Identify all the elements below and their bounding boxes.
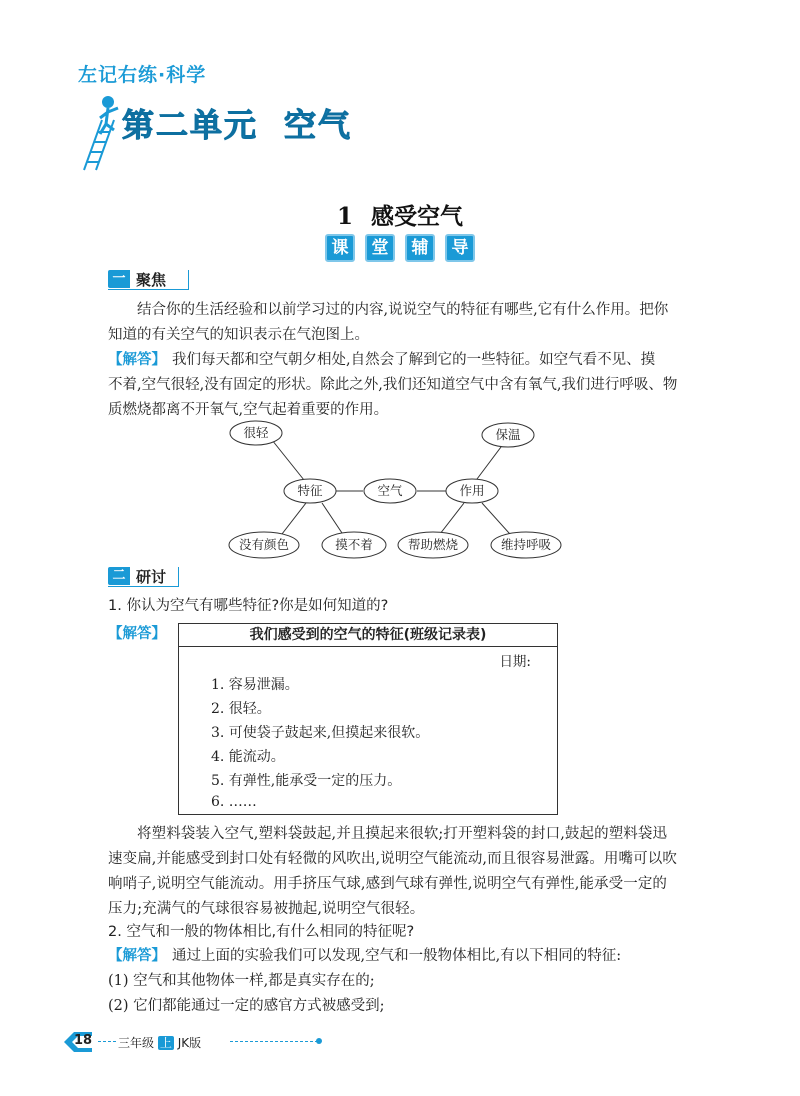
bubble-map: [220, 415, 580, 565]
question-2: 2. 空气和一般的物体相比,有什么相同的特征呢?: [108, 924, 415, 940]
bubble-text: 作用: [459, 483, 485, 498]
unit-name: 空气: [284, 106, 353, 144]
answer-2: [108, 944, 688, 1019]
brand-separator: ·: [158, 64, 167, 86]
record-table: [178, 623, 558, 815]
paragraph-line: 质燃烧都离不开氧气,空气起着重要的作用。: [108, 402, 389, 418]
section-heading-focus: [108, 270, 200, 290]
focus-question: [108, 298, 688, 348]
paragraph-line: 通过上面的实验我们可以发现,空气和一般物体相比,有以下相同的特征:: [172, 948, 622, 964]
bubble-text: 摸不着: [335, 537, 373, 552]
bubble-text: 帮助燃烧: [407, 537, 459, 552]
table-row: 2. 很轻。: [211, 701, 271, 717]
lesson-title: [0, 198, 800, 231]
answer-label: 【解答】: [108, 352, 166, 368]
paragraph-line: 响哨子,说明空气能流动。用手挤压气球,感到气球有弹性,说明空气有弹性,能承受一定的: [108, 876, 668, 892]
section-heading-discuss: [108, 567, 200, 587]
lesson-number: 1: [336, 203, 353, 230]
answer-label: 【解答】: [108, 948, 166, 964]
paragraph-line: 不着,空气很轻,没有固定的形状。除此之外,我们还知道空气中含有氧气,我们进行呼吸、物: [108, 377, 678, 393]
bubble-text: 空气: [377, 483, 403, 498]
badge-char: 堂: [365, 234, 395, 262]
brand-name: 左记右练: [78, 64, 159, 86]
bubble-text: 特征: [297, 483, 323, 498]
grade: 三年级: [118, 1036, 155, 1050]
question-1: 1. 你认为空气有哪些特征?你是如何知道的?: [108, 598, 389, 614]
focus-answer: [108, 348, 688, 423]
lesson-name: 感受空气: [371, 204, 463, 230]
paragraph-line: 速变扁,并能感受到封口处有轻微的风吹出,说明空气能流动,而且很容易泄露。用嘴可以吹: [108, 851, 677, 867]
edition: JK版: [177, 1036, 202, 1050]
brand-subject: 科学: [166, 64, 207, 86]
table-title: 我们感受到的空气的特征(班级记录表): [249, 627, 487, 643]
table-row: 6. ……: [211, 794, 257, 810]
section-number: 一: [108, 270, 130, 288]
section-number: 二: [108, 567, 130, 585]
ladder-climber-icon: [78, 90, 126, 172]
explanation: [108, 822, 688, 922]
series-brand: [78, 60, 206, 87]
paragraph-line: (2) 它们都能通过一定的感官方式被感受到;: [108, 998, 385, 1014]
page-number: 18: [74, 1033, 93, 1048]
section-label: 聚焦: [136, 271, 167, 289]
table-row: 3. 可使袋子鼓起来,但摸起来很软。: [211, 725, 430, 741]
bubble-text: 维持呼吸: [500, 537, 552, 552]
bubble-text: 没有颜色: [238, 537, 290, 552]
paragraph-line: 结合你的生活经验和以前学习过的内容,说说空气的特征有哪些,它有什么作用。把你: [137, 302, 669, 318]
table-row: 1. 容易泄漏。: [211, 677, 299, 693]
bubble-text: 保温: [495, 427, 521, 442]
paragraph-line: 压力;充满气的气球很容易被抛起,说明空气很轻。: [108, 901, 425, 917]
badge-char: 课: [325, 234, 355, 262]
paragraph-line: 知道的有关空气的知识表示在气泡图上。: [108, 327, 369, 343]
unit-number: 第二单元: [122, 106, 259, 144]
answer-label-1: [108, 622, 178, 647]
answer-label: 【解答】: [108, 626, 166, 642]
bubble-text: 很轻: [243, 425, 269, 440]
badge-char: 辅: [405, 234, 435, 262]
section-badges: [0, 234, 800, 262]
unit-title: [122, 100, 352, 146]
table-row: 5. 有弹性,能承受一定的压力。: [211, 773, 402, 789]
table-row: 4. 能流动。: [211, 749, 285, 765]
table-date: 日期:: [499, 654, 531, 670]
paragraph-line: (1) 空气和其他物体一样,都是真实存在的;: [108, 973, 375, 989]
edition-label: [118, 1034, 201, 1051]
term: 上: [159, 1036, 172, 1050]
section-label: 研讨: [136, 568, 167, 586]
paragraph-line: 将塑料袋装入空气,塑料袋鼓起,并且摸起来很软;打开塑料袋的封口,鼓起的塑料袋迅: [137, 826, 668, 842]
page-footer: [62, 1030, 322, 1054]
paragraph-line: 我们每天都和空气朝夕相处,自然会了解到它的一些特征。如空气看不见、摸: [172, 352, 656, 368]
badge-char: 导: [445, 234, 475, 262]
